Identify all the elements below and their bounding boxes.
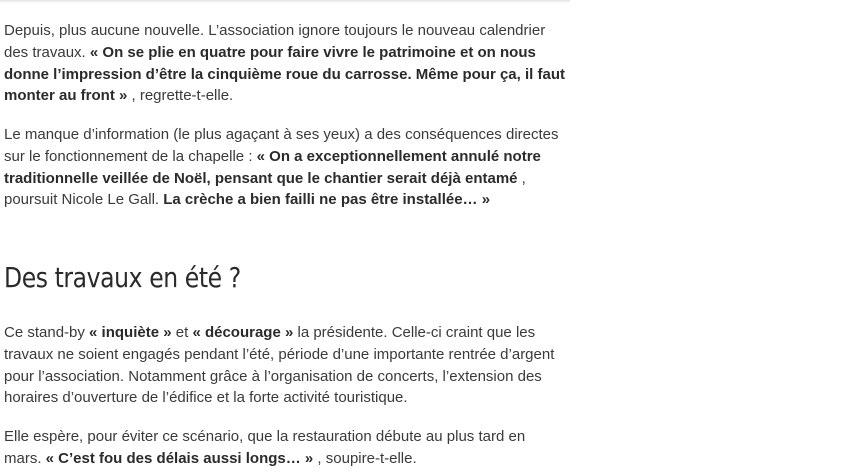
paragraph-calendar: [4, 20, 566, 107]
quote-bold: La crèche a bien failli ne pas être installée… »: [163, 191, 491, 209]
section-heading: Des travaux en été ?: [4, 261, 241, 294]
paragraph-information: [4, 124, 566, 211]
paragraph-text: , regrette-t-elle.: [127, 87, 234, 105]
paragraph-hope: [4, 426, 566, 470]
paragraph-text: et: [171, 324, 193, 341]
quote-bold: « C’est fou des délais aussi longs… »: [45, 449, 314, 467]
quote-bold: « On a exceptionnellement annulé notre traditionnelle veillée de Noël, pensant que le chantier serait déjà entamé: [4, 147, 541, 187]
quote-bold: « décourage »: [192, 324, 294, 341]
quote-bold: « On se plie en quatre pour faire vivre le patrimoine et on nous donne l’impression d’être la cinquième roue du carrosse. Même pour ça, il faut monter au front »: [4, 43, 565, 105]
paragraph-text: Ce stand-by: [4, 324, 90, 341]
paragraph-text: Depuis, plus aucune nouvelle. L’association ignore toujours le nouveau calendrier des travaux.: [4, 22, 546, 61]
paragraph-text: , poursuit Nicole Le Gall.: [4, 169, 526, 209]
paragraph-text: Le manque d’information (le plus agaçant à ses yeux) a des conséquences directes sur le fonctionnement de la chapelle :: [4, 126, 559, 165]
paragraph-text: , soupire-t-elle.: [313, 449, 417, 467]
quote-bold: « inquiète »: [89, 324, 172, 341]
paragraph-standby: [4, 322, 566, 409]
paragraph-text: la présidente. Celle-ci craint que les travaux ne soient engagés pendant l’été, période d’une importante rentrée d’argent pour l’association. Notamment grâce à l’organisation de concerts, l’extension des horaires d’ouverture de l’édifice et la forte activité touristique.: [4, 324, 555, 407]
paragraph-text: Elle espère, pour éviter ce scénario, que la restauration débute au plus tard en mars.: [4, 428, 526, 467]
header-shadow: [0, 0, 570, 3]
